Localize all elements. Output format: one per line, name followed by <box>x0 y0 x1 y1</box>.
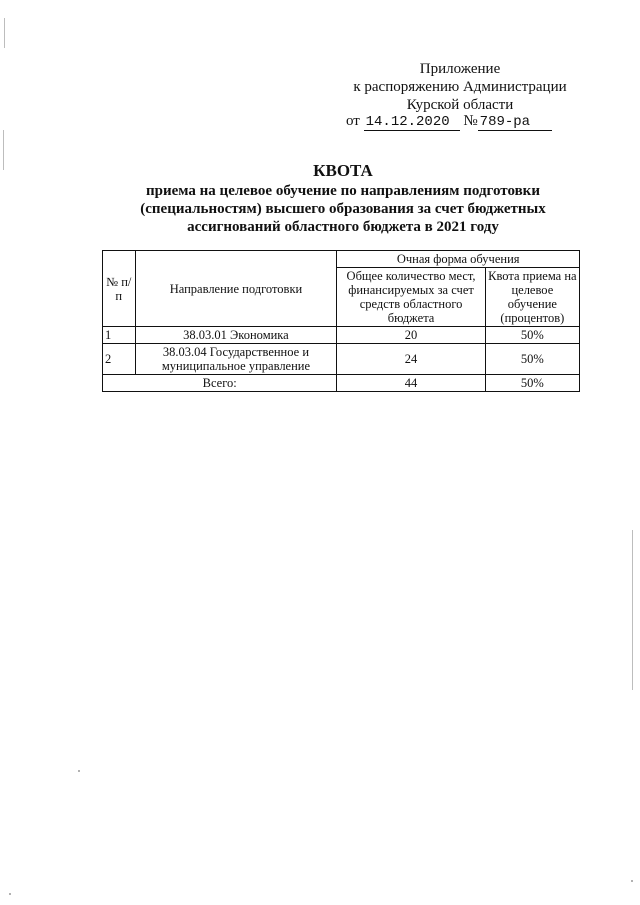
row-places: 20 <box>337 327 485 344</box>
header-quota: Квота приема на целевое обучение (процентов) <box>485 268 579 327</box>
table-total-row <box>103 375 580 392</box>
header-direction: Направление подготовки <box>135 251 337 327</box>
title-line-1: приема на целевое обучение по направлениям подготовки <box>146 183 540 199</box>
row-places: 24 <box>337 344 485 375</box>
header-num: № п/п <box>103 251 136 327</box>
scan-edge-mark-top <box>4 18 5 48</box>
title-line-3: ассигнований областного бюджета в 2021 году <box>187 219 499 235</box>
total-label: Всего: <box>103 375 337 392</box>
scan-edge-mark-mid <box>3 130 4 170</box>
title-main: КВОТА <box>313 161 373 180</box>
scan-speck <box>631 880 633 882</box>
order-line <box>346 113 552 131</box>
quota-table <box>102 250 580 392</box>
row-direction: 38.03.04 Государственное и муниципальное управление <box>135 344 337 375</box>
title-line-2: (специальностям) высшего образования за счет бюджетных <box>140 201 546 217</box>
table-row <box>103 327 580 344</box>
total-quota: 50% <box>485 375 579 392</box>
order-number: 789-ра <box>478 115 552 131</box>
row-num: 2 <box>103 344 136 375</box>
table-header-row <box>103 251 580 268</box>
order-number-prefix: № <box>463 113 478 129</box>
row-quota: 50% <box>485 327 579 344</box>
appendix-region: Курской области <box>406 97 514 113</box>
row-direction: 38.03.01 Экономика <box>135 327 337 344</box>
scan-speck <box>78 770 80 772</box>
appendix-block <box>340 60 580 114</box>
document-title <box>100 160 586 236</box>
row-quota: 50% <box>485 344 579 375</box>
appendix-reference: к распоряжению Администрации <box>353 79 567 95</box>
table-row <box>103 344 580 375</box>
header-places: Общее количество мест, финансируемых за счет средств областного бюджета <box>337 268 485 327</box>
header-form-group: Очная форма обучения <box>337 251 580 268</box>
row-num: 1 <box>103 327 136 344</box>
total-places: 44 <box>337 375 485 392</box>
scan-speck <box>9 893 11 895</box>
appendix-title: Приложение <box>419 61 501 77</box>
scan-edge-mark-right <box>632 530 633 690</box>
order-date: 14.12.2020 <box>364 115 460 131</box>
order-from-label: от <box>346 113 360 129</box>
